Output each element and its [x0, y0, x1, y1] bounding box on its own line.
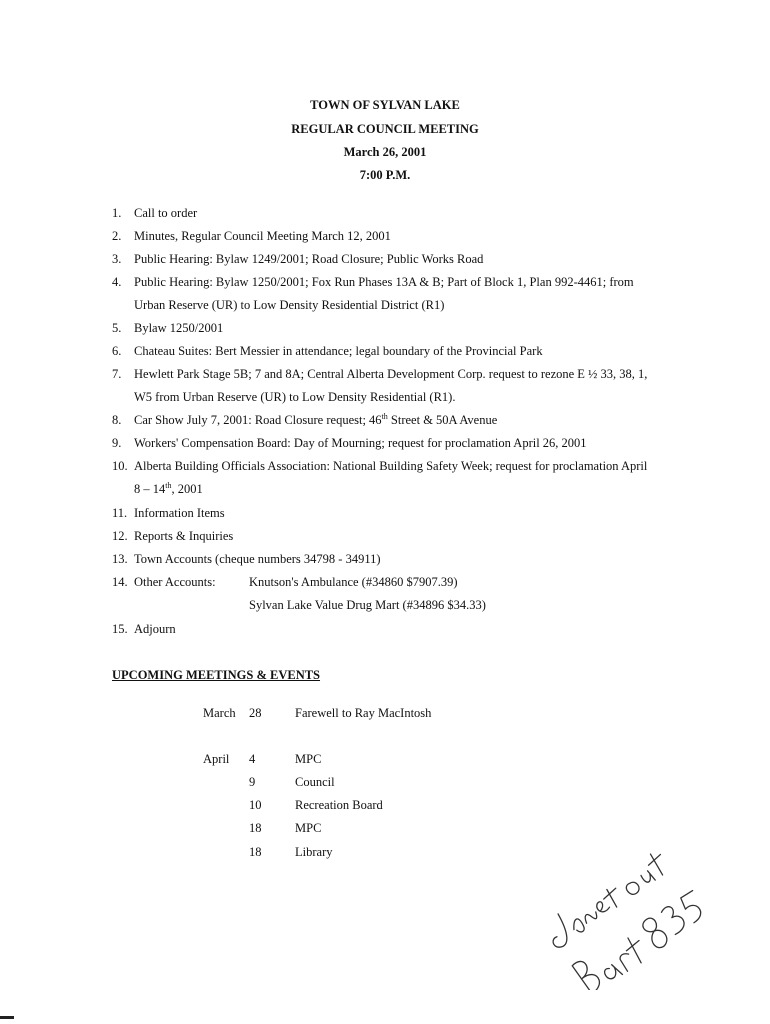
- agenda-item: [112, 413, 497, 428]
- agenda-item-number: 3.: [112, 252, 122, 266]
- agenda-item-continuation: [134, 482, 203, 497]
- agenda-item-number: 1.: [112, 206, 122, 220]
- agenda-item-text: Car Show July 7, 2001: Road Closure request; 46: [134, 413, 382, 427]
- agenda-item-number: 11.: [112, 506, 128, 520]
- agenda-item-text: Hewlett Park Stage 5B; 7 and 8A; Central Alberta Development Corp. request to rezone E ½ 33, 38, 1,: [134, 367, 648, 381]
- ordinal-suffix: th: [165, 480, 172, 490]
- event-name: Farewell to Ray MacIntosh: [295, 706, 432, 720]
- event-name: Library: [295, 845, 333, 859]
- agenda-item-number: 4.: [112, 275, 122, 289]
- agenda-item-number: 8.: [112, 413, 122, 427]
- agenda-item-number: 7.: [112, 367, 122, 381]
- agenda-item-number: 2.: [112, 229, 122, 243]
- agenda-item: [112, 321, 223, 336]
- account-entry: Knutson's Ambulance (#34860 $7907.39): [249, 575, 458, 589]
- agenda-item-number: 9.: [112, 436, 122, 450]
- agenda-item-text: Alberta Building Officials Association: National Building Safety Week; request for proclamation April: [134, 459, 648, 473]
- agenda-item: [112, 275, 634, 290]
- agenda-item-number: 15.: [112, 622, 128, 636]
- agenda-item: [112, 229, 391, 244]
- agenda-item-number: 6.: [112, 344, 122, 358]
- event-name: Council: [295, 775, 335, 789]
- agenda-item-continuation: W5 from Urban Reserve (UR) to Low Density Residential (R1).: [134, 390, 456, 404]
- event-day: 9: [249, 775, 256, 789]
- agenda-item-continuation: Urban Reserve (UR) to Low Density Residential District (R1): [134, 298, 445, 312]
- scan-mark: [0, 1016, 14, 1019]
- event-day: 18: [249, 821, 262, 835]
- town-title: TOWN OF SYLVAN LAKE: [310, 98, 460, 112]
- agenda-item-text: Public Hearing: Bylaw 1250/2001; Fox Run Phases 13A & B; Part of Block 1, Plan 992-4461; from: [134, 275, 634, 289]
- agenda-item: [112, 436, 587, 451]
- upcoming-heading: UPCOMING MEETINGS & EVENTS: [112, 668, 321, 682]
- agenda-item-number: 12.: [112, 529, 128, 543]
- event-name: Recreation Board: [295, 798, 383, 812]
- event-day: 10: [249, 798, 262, 812]
- agenda-item: [112, 529, 233, 544]
- event-name: MPC: [295, 752, 322, 766]
- agenda-item: [112, 459, 647, 474]
- meeting-time: 7:00 P.M.: [359, 168, 411, 182]
- agenda-item: [112, 367, 647, 382]
- agenda-item-number: 14.: [112, 575, 128, 589]
- meeting-date: March 26, 2001: [343, 145, 427, 159]
- agenda-item: [112, 552, 381, 567]
- agenda-item: [112, 575, 216, 590]
- agenda-item: [112, 206, 197, 221]
- meeting-title: REGULAR COUNCIL MEETING: [291, 122, 479, 136]
- agenda-item-number: 5.: [112, 321, 122, 335]
- agenda-item-text: Chateau Suites: Bert Messier in attendance; legal boundary of the Provincial Park: [134, 344, 543, 358]
- agenda-item-text: Town Accounts (cheque numbers 34798 - 34911): [134, 552, 381, 566]
- event-day: 28: [249, 706, 262, 720]
- agenda-item: [112, 622, 176, 637]
- agenda-item-text-end: Street & 50A Avenue: [387, 413, 498, 427]
- continuation-text: 8 – 14: [134, 482, 166, 496]
- continuation-text-end: , 2001: [171, 482, 203, 496]
- agenda-item-text: Workers' Compensation Board: Day of Mourning; request for proclamation April 26, 2001: [134, 436, 587, 450]
- handwritten-note: [520, 820, 720, 990]
- agenda-item-text: Reports & Inquiries: [134, 529, 234, 543]
- agenda-item-text: Other Accounts:: [134, 575, 216, 589]
- agenda-item-text: Minutes, Regular Council Meeting March 12, 2001: [134, 229, 391, 243]
- agenda-item-text: Public Hearing: Bylaw 1249/2001; Road Closure; Public Works Road: [134, 252, 484, 266]
- agenda-item-text: Bylaw 1250/2001: [134, 321, 224, 335]
- event-month: March: [203, 706, 236, 720]
- agenda-item-number: 13.: [112, 552, 128, 566]
- event-month: April: [203, 752, 230, 766]
- ordinal-suffix: th: [381, 411, 388, 421]
- agenda-item-number: 10.: [112, 459, 128, 473]
- event-day: 18: [249, 845, 262, 859]
- event-name: MPC: [295, 821, 322, 835]
- agenda-item: [112, 344, 543, 359]
- agenda-item-text: Call to order: [134, 206, 198, 220]
- account-entry: Sylvan Lake Value Drug Mart (#34896 $34.33): [249, 598, 486, 612]
- agenda-item: [112, 506, 225, 521]
- agenda-item-text: Information Items: [134, 506, 225, 520]
- agenda-item: [112, 252, 483, 267]
- event-day: 4: [249, 752, 256, 766]
- agenda-item-text: Adjourn: [134, 622, 176, 636]
